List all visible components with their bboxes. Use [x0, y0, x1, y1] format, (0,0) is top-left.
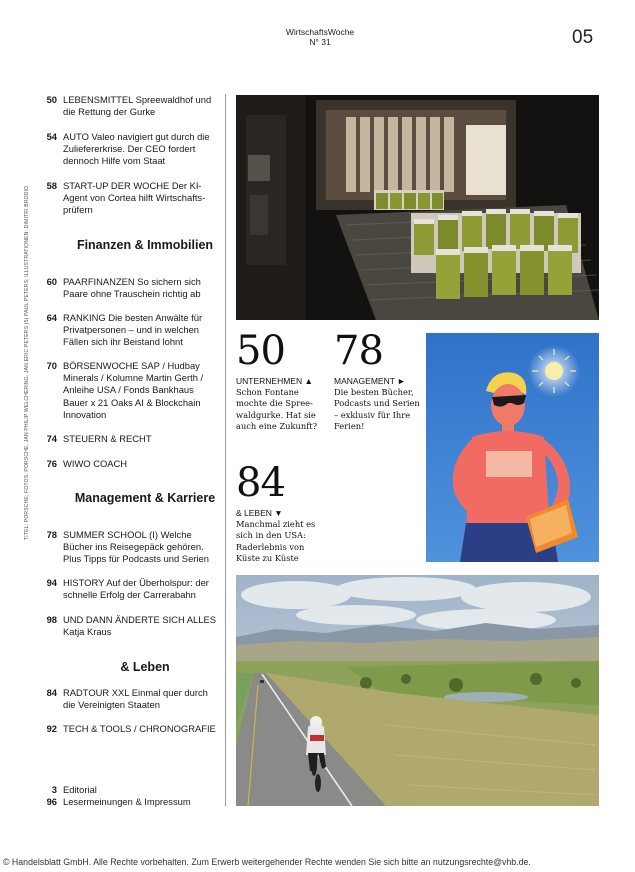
- column-divider: [225, 94, 226, 806]
- toc-page-number: 74: [46, 433, 57, 444]
- toc-text: WIWO COACH: [63, 458, 128, 469]
- section-heading-finanzen: Finanzen & Immobilien: [76, 238, 214, 252]
- toc-entry[interactable]: [40, 796, 220, 808]
- section-heading-management: Management & Karriere: [74, 491, 216, 505]
- toc-page-number: 3: [51, 784, 57, 795]
- toc-page-number: 98: [46, 614, 57, 625]
- toc-entry[interactable]: [40, 276, 220, 300]
- toc-page-number: 60: [46, 276, 57, 287]
- toc-entry[interactable]: [40, 687, 220, 711]
- toc-page-number: 78: [46, 529, 57, 540]
- sunburn-illustration[interactable]: [426, 333, 599, 562]
- toc-entry[interactable]: [40, 94, 220, 118]
- feature-description: Schon Fontane mochte die Spree-waldgurke. Hat sie auch eine Zukunft?: [236, 387, 318, 431]
- toc-text: STEUERN & RECHT: [63, 433, 152, 444]
- toc-page-number: 96: [46, 796, 57, 807]
- toc-text: Lesermeinungen & Impressum: [63, 796, 191, 807]
- feature-leben[interactable]: [236, 462, 328, 564]
- masthead: [270, 27, 370, 47]
- toc-entry[interactable]: [40, 180, 220, 217]
- toc-page-number: 50: [46, 94, 57, 105]
- toc-text: START-UP DER WOCHE Der KI-Agent von Cortea hilft Wirtschafts-prüfern: [63, 180, 206, 216]
- toc-entry[interactable]: [40, 784, 220, 796]
- feature-description: Die besten Bücher, Podcasts und Serien – exklusiv für Ihre Ferien!: [334, 387, 420, 431]
- toc-page-number: 54: [46, 131, 57, 142]
- toc-entry[interactable]: [40, 131, 220, 168]
- toc-page-number: 58: [46, 180, 57, 191]
- feature-page-number: 84: [236, 460, 285, 506]
- feature-management[interactable]: [334, 330, 422, 432]
- toc-text: RADTOUR XXL Einmal quer durch die Vereinigten Staaten: [63, 687, 208, 711]
- issue-number: N° 31: [309, 37, 331, 47]
- toc-text: SUMMER SCHOOL (I) Welche Bücher ins Reisegepäck gehören. Plus Tipps für Podcasts und Serien: [63, 529, 209, 565]
- toc-entry[interactable]: [40, 577, 220, 601]
- cyclist-road-photo[interactable]: [236, 575, 599, 806]
- toc-page-number: 94: [46, 577, 57, 588]
- feature-page-number: 78: [334, 328, 383, 374]
- toc-text: AUTO Valeo navigiert gut durch die Zuliefererkrise. Der CEO fordert dennoch Hilfe vom Staat: [63, 131, 210, 167]
- toc-entry[interactable]: [40, 312, 220, 349]
- toc-text: HISTORY Auf der Überholspur: der schnelle Erfolg der Carrerabahn: [63, 577, 209, 601]
- toc-text: UND DANN ÄNDERTE SICH ALLES Katja Kraus: [63, 614, 216, 638]
- photo-credit-text: TITEL: PORSCHE; FOTOS: PORSCHE, JAN PHILIP WELCHERING, JAN ERIC PETERS (5) PAUL PETERS; ILLUSTRATIONEN: DIMITRI BRODIO: [24, 185, 30, 540]
- copyright-footer: © Handelsblatt GmbH. Alle Rechte vorbehalten. Zum Erwerb weitergehender Rechte wenden Sie sich bitte an nutzungsrechte@vhb.de.: [3, 857, 531, 867]
- toc-entry[interactable]: [40, 723, 220, 735]
- toc-text: PAARFINANZEN So sichern sich Paare ohne Trauschein richtig ab: [63, 276, 201, 300]
- toc-entry[interactable]: [40, 529, 220, 566]
- section-heading-leben: & Leben: [120, 660, 170, 674]
- toc-entry[interactable]: [40, 433, 220, 445]
- page-number: 05: [572, 27, 594, 48]
- feature-department: MANAGEMENT ►: [334, 376, 406, 386]
- toc-text: TECH & TOOLS / CHRONOGRAFIE: [63, 723, 216, 734]
- feature-description: Manchmal zieht es sich in den USA: Raderlebnis von Küste zu Küste: [236, 519, 316, 563]
- toc-page-number: 84: [46, 687, 57, 698]
- feature-department: & LEBEN ▼: [236, 508, 283, 518]
- toc-page-number: 70: [46, 360, 57, 371]
- feature-page-number: 50: [236, 328, 285, 374]
- toc-page-number: 76: [46, 458, 57, 469]
- toc-entry[interactable]: [40, 360, 220, 421]
- pickle-factory-photo[interactable]: [236, 95, 599, 320]
- feature-unternehmen[interactable]: [236, 330, 328, 432]
- toc-text: LEBENSMITTEL Spreewaldhof und die Rettung der Gurke: [63, 94, 212, 118]
- toc-text: BÖRSENWOCHE SAP / Hudbay Minerals / Kolumne Martin Gerth / Anleihe USA / Fonds Bankhaus Bauer x 21 Oaks AI & Blockchain Innovation: [63, 360, 204, 420]
- toc-text: RANKING Die besten Anwälte für Privatpersonen – und in welchen Fällen sich ihr Beistand lohnt: [63, 312, 203, 348]
- toc-page-number: 92: [46, 723, 57, 734]
- toc-entry[interactable]: [40, 614, 220, 638]
- toc-entry[interactable]: [40, 458, 220, 470]
- magazine-title: WirtschaftsWoche: [285, 27, 355, 37]
- feature-department: UNTERNEHMEN ▲: [236, 376, 313, 386]
- toc-page-number: 64: [46, 312, 57, 323]
- toc-text: Editorial: [63, 784, 97, 795]
